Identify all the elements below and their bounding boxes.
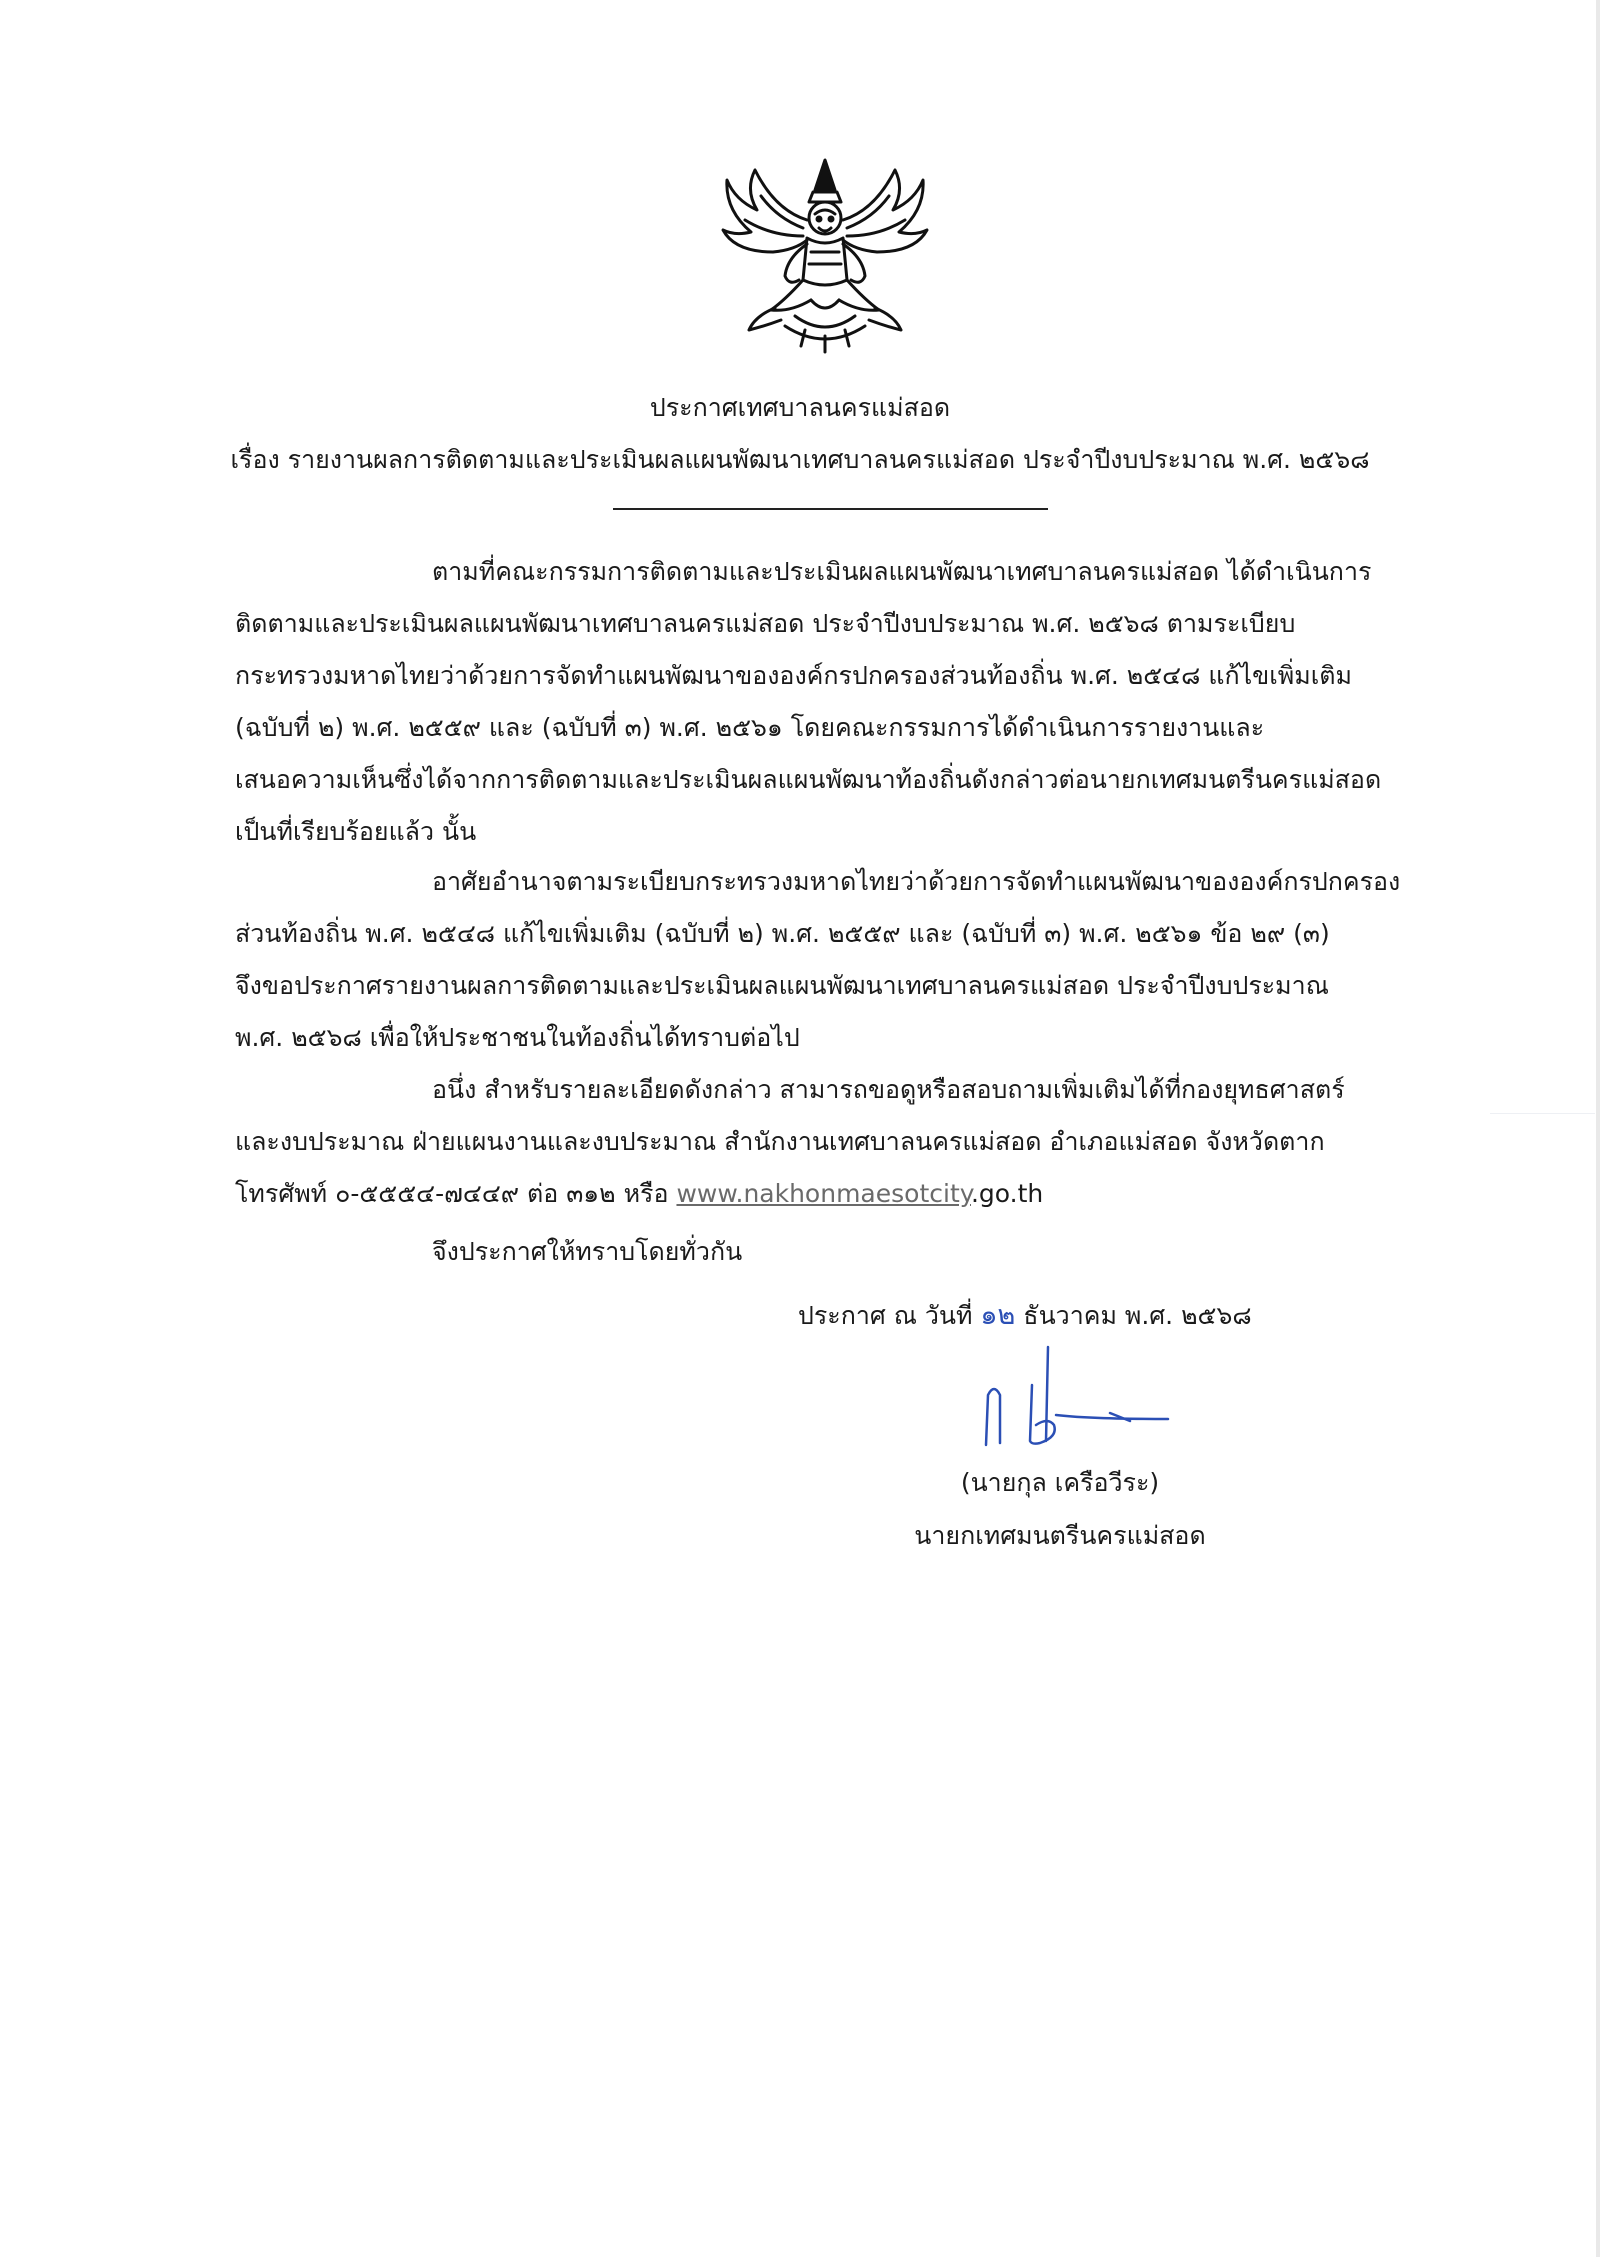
paragraph-1-line: ตามที่คณะกรรมการติดตามและประเมินผลแผนพัฒนาเทศบาลนครแม่สอด ได้ดำเนินการ bbox=[432, 557, 1372, 586]
paragraph-1-line: ติดตามและประเมินผลแผนพัฒนาเทศบาลนครแม่สอด ประจำปีงบประมาณ พ.ศ. ๒๕๖๘ ตามระเบียบ bbox=[235, 609, 1296, 638]
paragraph-1-line: กระทรวงมหาดไทยว่าด้วยการจัดทำแผนพัฒนาขององค์กรปกครองส่วนท้องถิ่น พ.ศ. ๒๕๔๘ แก้ไขเพิ่มเติม bbox=[235, 661, 1353, 690]
page-edge-shadow bbox=[1596, 0, 1600, 2257]
signer-position: นายกเทศมนตรีนครแม่สอด bbox=[914, 1521, 1206, 1550]
scan-artifact-line bbox=[1490, 1113, 1595, 1114]
paragraph-2-line: ส่วนท้องถิ่น พ.ศ. ๒๕๔๘ แก้ไขเพิ่มเติม (ฉบับที่ ๒) พ.ศ. ๒๕๕๙ และ (ฉบับที่ ๓) พ.ศ. ๒๕๖๑ ข้อ ๒๙ (๓) bbox=[235, 919, 1330, 948]
date-prefix: ประกาศ ณ วันที่ bbox=[798, 1301, 981, 1330]
closing-line: จึงประกาศให้ทราบโดยทั่วกัน bbox=[432, 1237, 743, 1266]
handwritten-signature-icon bbox=[960, 1345, 1180, 1455]
date-day: ๑๒ bbox=[980, 1300, 1016, 1331]
garuda-emblem-icon bbox=[715, 140, 935, 355]
contact-line bbox=[235, 1174, 1043, 1214]
paragraph-3-line: และงบประมาณ ฝ่ายแผนงานและงบประมาณ สำนักงานเทศบาลนครแม่สอด อำเภอแม่สอด จังหวัดตาก bbox=[235, 1127, 1325, 1156]
website-link[interactable]: www.nakhonmaesotcity bbox=[676, 1179, 971, 1208]
signer-name: (นายกุล เครือวีระ) bbox=[960, 1468, 1160, 1497]
contact-phone: โทรศัพท์ ๐-๕๕๕๔-๗๔๔๙ ต่อ ๓๑๒ หรือ bbox=[235, 1179, 677, 1208]
paragraph-2-line: อาศัยอำนาจตามระเบียบกระทรวงมหาดไทยว่าด้วยการจัดทำแผนพัฒนาขององค์กรปกครอง bbox=[432, 867, 1401, 896]
paragraph-3-line: อนึ่ง สำหรับรายละเอียดดังกล่าว สามารถขอดูหรือสอบถามเพิ่มเติมได้ที่กองยุทธศาสตร์ bbox=[432, 1075, 1345, 1104]
announcement-date bbox=[798, 1293, 1252, 1336]
announcement-title: ประกาศเทศบาลนครแม่สอด bbox=[649, 393, 951, 422]
paragraph-2-line: พ.ศ. ๒๕๖๘ เพื่อให้ประชาชนในท้องถิ่นได้ทราบต่อไป bbox=[235, 1023, 800, 1052]
announcement-subject: เรื่อง รายงานผลการติดตามและประเมินผลแผนพัฒนาเทศบาลนครแม่สอด ประจำปีงบประมาณ พ.ศ. ๒๕๖๘ bbox=[230, 445, 1370, 474]
paragraph-1-line: เป็นที่เรียบร้อยแล้ว นั้น bbox=[235, 817, 477, 846]
website-domain: .go.th bbox=[970, 1179, 1044, 1208]
date-suffix: ธันวาคม พ.ศ. ๒๕๖๘ bbox=[1015, 1301, 1252, 1330]
paragraph-1-line: (ฉบับที่ ๒) พ.ศ. ๒๕๕๙ และ (ฉบับที่ ๓) พ.ศ. ๒๕๖๑ โดยคณะกรรมการได้ดำเนินการรายงานและ bbox=[235, 713, 1265, 742]
paragraph-2-line: จึงขอประกาศรายงานผลการติดตามและประเมินผลแผนพัฒนาเทศบาลนครแม่สอด ประจำปีงบประมาณ bbox=[235, 971, 1329, 1000]
title-divider bbox=[613, 508, 1048, 510]
paragraph-1-line: เสนอความเห็นซึ่งได้จากการติดตามและประเมินผลแผนพัฒนาท้องถิ่นดังกล่าวต่อนายกเทศมนตรีนครแม่สอด bbox=[235, 765, 1382, 794]
